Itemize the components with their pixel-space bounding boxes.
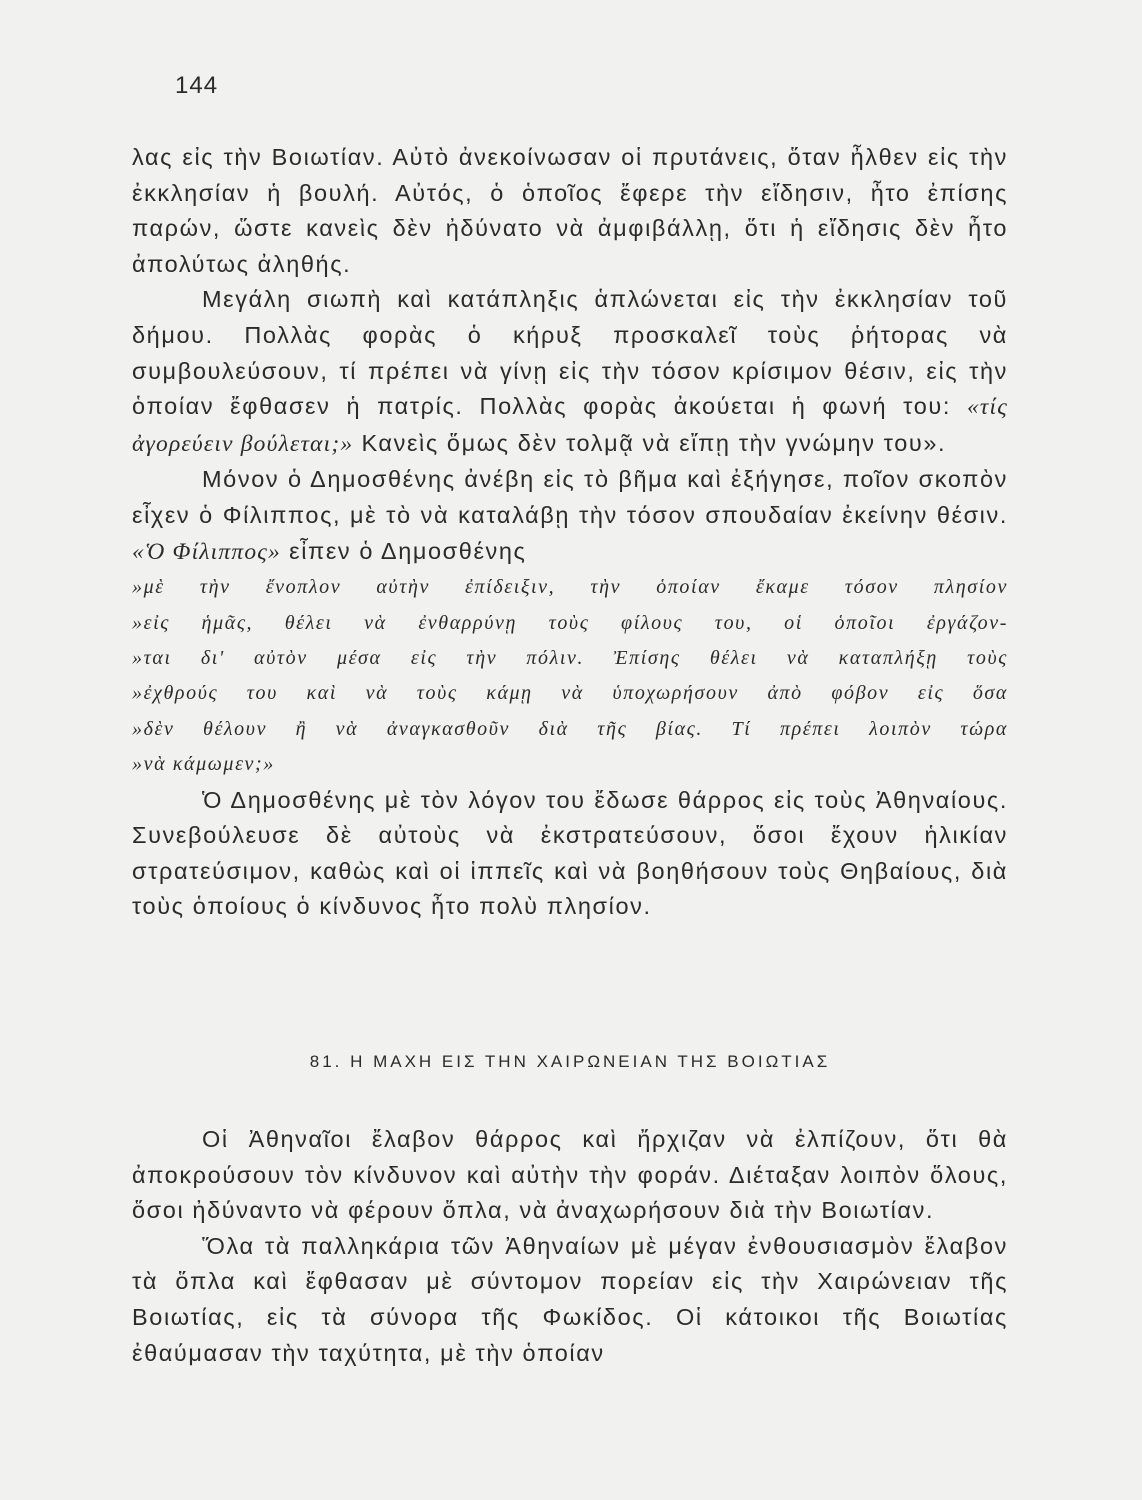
- speech-quote-block: [132, 570, 1008, 782]
- paragraph-demosthenes: [132, 462, 1008, 570]
- paragraph-athenians-hope: Οἱ Ἀθηναῖοι ἔλαβον θάρρος καὶ ἤρχιζαν νὰ ἐλπίζουν, ὅτι θὰ ἀποκρούσουν τὸν κίνδυνον καὶ αὐτὴν τὴν φοράν. Διέταξαν λοιπὸν ὅλους, ὅσοι ἠδύναντο νὰ φέρουν ὅπλα, νὰ ἀναχωρήσουν διὰ τὴν Βοιωτίαν.: [132, 1126, 1008, 1224]
- paragraph-demosthenes-lead: Μόνον ὁ Δημοσθένης ἀνέβη εἰς τὸ βῆμα καὶ ἐξήγησε, ποῖον σκοπὸν εἶχεν ὁ Φίλιππος, μὲ τὸ νὰ καταλάβῃ τὴν τόσον σπουδαίαν ἐκείνην θέσιν.: [132, 466, 1008, 528]
- paragraph-demosthenes-said: εἶπεν ὁ Δημοσθένης: [289, 537, 527, 564]
- quote-opening: «Ὁ Φίλιππος»: [132, 538, 281, 565]
- quote-line: »δὲν θέλουν ἢ νὰ ἀναγκασθοῦν διὰ τῆς βίας. Τί πρέπει λοιπὸν τώρα: [132, 717, 1008, 740]
- quote-line: »ἐχθρούς του καὶ νὰ τοὺς κάμῃ νὰ ὑποχωρήσουν ἀπὸ φόβον εἰς ὅσα: [132, 682, 1008, 705]
- inline-quote: «τίς ἀγορεύειν βούλεται;»: [132, 394, 1008, 457]
- quote-line: »ται δι' αὐτὸν μέσα εἰς τὴν πόλιν. Ἐπίσης θέλει νὰ καταπλήξῃ τοὺς: [132, 646, 1008, 669]
- paragraph-counsel: Ὁ Δημοσθένης μὲ τὸν λόγον του ἔδωσε θάρρος εἰς τοὺς Ἀθηναίους. Συνεβούλευσε δὲ αὐτοὺς νὰ ἐκστρατεύσουν, ὅσοι ἔχουν ἡλικίαν στρατεύσιμον, καθὼς καὶ οἱ ἱππεῖς καὶ νὰ βοηθήσουν τοὺς Θηβαίους, διὰ τοὺς ὁποίους ὁ κίνδυνος ἦτο πολὺ πλησίον.: [132, 786, 1008, 920]
- paragraph-silence: [132, 282, 1008, 462]
- main-text-bottom: [132, 1122, 1008, 1371]
- paragraph-continuation: λας εἰς τὴν Βοιωτίαν. Αὐτὸ ἀνεκοίνωσαν οἱ πρυτάνεις, ὅταν ἦλθεν εἰς τὴν ἐκκλησίαν ἡ βουλή. Αὐτός, ὁ ὁποῖος ἔφερε τὴν εἴδησιν, ἦτο ἐπίσης παρών, ὥστε κανεὶς δὲν ἠδύνατο νὰ ἀμφιβάλλῃ, ὅτι ἡ εἴδησις δὲν ἦτο ἀπολύτως ἀληθής.: [132, 144, 1008, 277]
- main-text-top: [132, 140, 1008, 925]
- paragraph-silence-text: Μεγάλη σιωπὴ καὶ κατάπληξις ἁπλώνεται εἰς τὴν ἐκκλησίαν τοῦ δήμου. Πολλὰς φορὰς ὁ κήρυξ προσκαλεῖ τοὺς ῥήτορας νὰ συμβουλεύσουν, τί πρέπει νὰ γίνῃ εἰς τὴν τόσον κρίσιμον θέσιν, εἰς τὴν ὁποίαν ἔφθασεν ἡ πατρίς. Πολλὰς φορὰς ἀκούεται ἡ φωνή του:: [132, 286, 1008, 420]
- page-number: 144: [175, 72, 219, 99]
- quote-line: »νὰ κάμωμεν;»: [132, 753, 275, 776]
- quote-line: »μὲ τὴν ἔνοπλον αὐτὴν ἐπίδειξιν, τὴν ὁποίαν ἔκαμε τόσον πλησίον: [132, 576, 1008, 599]
- quote-line: »εἰς ἡμᾶς, θέλει νὰ ἐνθαρρύνῃ τοὺς φίλους του, οἱ ὁποῖοι ἐργάζον-: [132, 611, 1008, 634]
- paragraph-silence-tail: Κανεὶς ὅμως δὲν τολμᾷ νὰ εἴπῃ τὴν γνώμην του».: [361, 429, 947, 456]
- section-heading: 81. Η ΜΑΧΗ ΕΙΣ ΤΗΝ ΧΑΙΡΩΝΕΙΑΝ ΤΗΣ ΒΟΙΩΤΙΑΣ: [309, 1052, 831, 1071]
- paragraph-march: Ὅλα τὰ παλληκάρια τῶν Ἀθηναίων μὲ μέγαν ἐνθουσιασμὸν ἔλαβον τὰ ὅπλα καὶ ἔφθασαν μὲ σύντομον πορείαν εἰς τὴν Χαιρώνειαν τῆς Βοιωτίας, εἰς τὰ σύνορα τῆς Φωκίδος. Οἱ κάτοικοι τῆς Βοιωτίας ἐθαύμασαν τὴν ταχύτητα, μὲ τὴν ὁποίαν: [132, 1232, 1008, 1366]
